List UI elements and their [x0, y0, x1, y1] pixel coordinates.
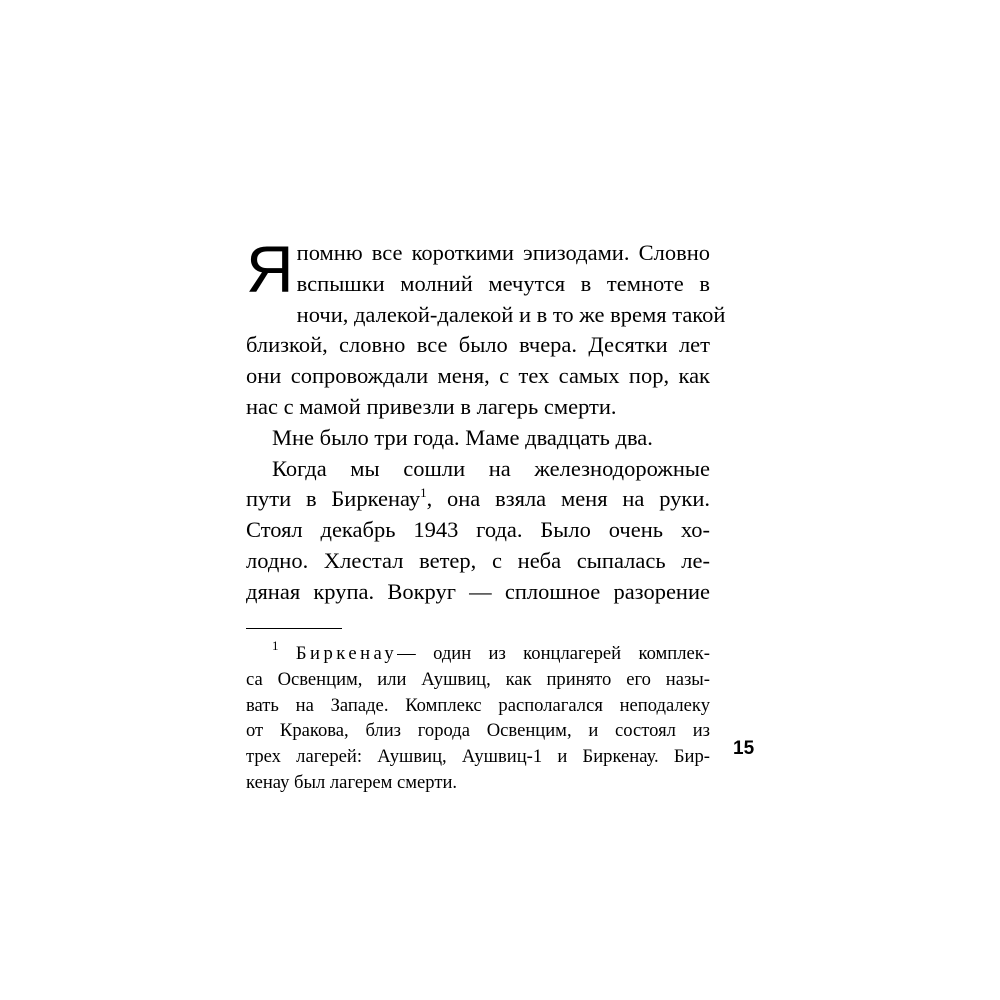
footnote-line: са Освенцим, или Аушвиц, как принято его назы- — [246, 668, 710, 690]
footnote — [246, 638, 710, 796]
text-line: ночи, далекой-далекой и в то же время такой — [296, 301, 726, 327]
text-line: вспышки молний мечутся в темноте в — [296, 270, 710, 296]
text-line: они сопровождали меня, с тех самых пор, как — [246, 363, 710, 389]
text-line: нас с мамой привезли в лагерь смерти. — [246, 393, 617, 419]
page-number: 15 — [733, 738, 755, 759]
text-segment: пути в Биркенау — [246, 486, 421, 512]
footnote-ref: 1 — [420, 485, 427, 501]
footnote-line: от Кракова, близ города Освенцим, и состоял из — [246, 720, 710, 742]
footnote-line: кенау был лагерем смерти. — [246, 772, 458, 794]
page-body — [246, 232, 726, 796]
text-segment: , она взяла меня на руки. — [426, 486, 710, 512]
text-line: близкой, словно все было вчера. Десятки лет — [246, 332, 710, 358]
text-line: Мне было три года. Маме двадцать два. — [272, 424, 653, 450]
text-line: Когда мы сошли на железнодорожные — [272, 455, 710, 481]
footnote-line: трех лагерей: Аушвиц, Аушвиц-1 и Биркенау. Бир- — [246, 746, 710, 768]
paragraph-2 — [246, 423, 710, 454]
text-line: дяная крупа. Вокруг — сплошное разорение — [246, 578, 710, 604]
footnote-line: вать на Западе. Комплекс располагался неподалеку — [246, 694, 710, 716]
paragraph-1 — [246, 232, 726, 423]
text-line: помню все короткими эпизодами. Словно — [296, 240, 710, 265]
footnote-line — [246, 638, 710, 667]
text-line: лодно. Хлестал ветер, с неба сыпалась ле- — [246, 547, 710, 573]
footnote-divider — [246, 628, 342, 630]
paragraph-3 — [246, 454, 710, 608]
text-line — [246, 484, 710, 515]
footnote-number: 1 — [272, 638, 279, 654]
drop-cap: Я — [246, 232, 294, 306]
text-line: Стоял декабрь 1943 года. Было очень хо- — [246, 517, 710, 543]
footnote-term: Биркенау — [295, 643, 398, 665]
text-segment: — один из концлагерей комплек- — [397, 643, 710, 665]
